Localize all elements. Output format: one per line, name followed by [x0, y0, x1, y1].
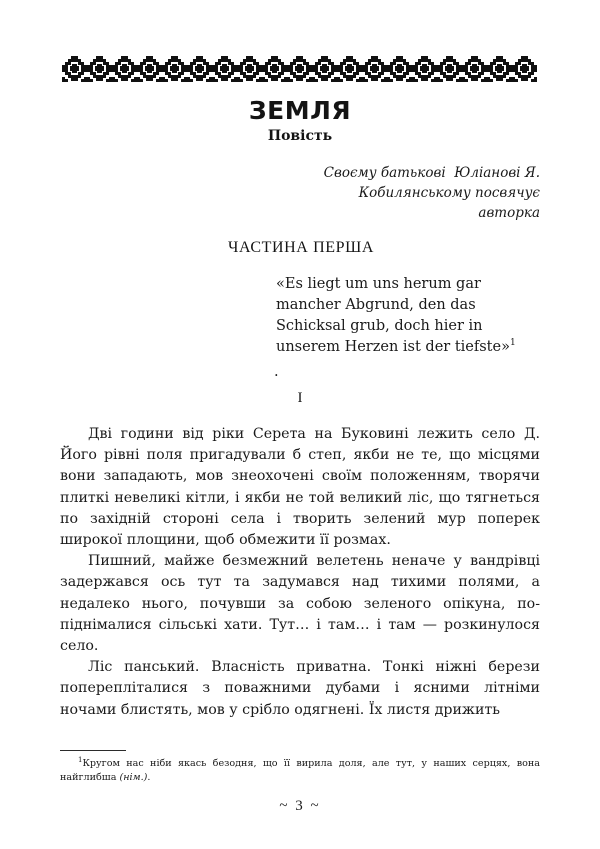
- body-text: [60, 424, 540, 721]
- body-paragraph: Дві години від ріки Серета на Буковині лежить село Д. Його рівні поля пригадували б степ, якби не те, що місцями вони западають, мов знеохочені своїм положенням, творячи плиткі невеликі кітли, і якби не той великий ліс, що тягнеться по західній стороні села і творить зелений мур поперек широкої площини, щоб обмежити її розмах.: [60, 426, 540, 549]
- epigraph-footnote-marker[interactable]: 1: [509, 338, 516, 349]
- footnote-marker: 1: [78, 755, 83, 764]
- part-heading: ЧАСТИНА ПЕРША: [228, 239, 374, 256]
- footnote-text: Кругом нас ніби якась безодня, що її вирила доля, але тут, у наших серцях, вона найглибша: [60, 758, 540, 783]
- footnote-language-abbrev: (нім.): [119, 772, 148, 783]
- epigraph: [276, 274, 540, 358]
- footnote: [60, 757, 540, 785]
- page-number: ~ 3 ~: [279, 798, 321, 814]
- body-paragraph: Пишний, майже безмежний велетень неначе у вандрівці задержався ось тут та задумався над тихими полями, а недалеко нього, почувши за собою зеленого опікуна, по-піднімалися сільські хати. Тут… і там… і там — розкинулося село.: [60, 553, 540, 655]
- ornamental-border-icon: [62, 56, 540, 82]
- page-title: ЗЕМЛЯ: [248, 96, 352, 125]
- dedication-line-3: авторка: [478, 205, 540, 221]
- dedication-line-2: Кобилянському посвячує: [358, 185, 540, 201]
- epigraph-text: «Es liegt um uns herum gar mancher Abgrund, den das Schicksal grub, doch hier in unserem Herzen ist der tiefste»: [276, 276, 510, 355]
- footnote-paragraph: [60, 757, 540, 785]
- dedication: [260, 163, 540, 223]
- section-numeral: I: [297, 390, 303, 406]
- page-subtitle: Повість: [267, 128, 333, 144]
- epigraph-trailing-dot: .: [274, 364, 279, 380]
- body-paragraph: Ліс панський. Власність приватна. Тонкі ніжні берези поперепліталися з поважними дубами і ясними літніми ночами блистять, мов у срібло одягнені. Їх листя дрижить: [60, 659, 540, 718]
- footnote-text-tail: .: [147, 772, 151, 783]
- dedication-line-1: Своєму батькові Юліанові Я.: [323, 165, 540, 181]
- footnote-separator: [60, 750, 126, 751]
